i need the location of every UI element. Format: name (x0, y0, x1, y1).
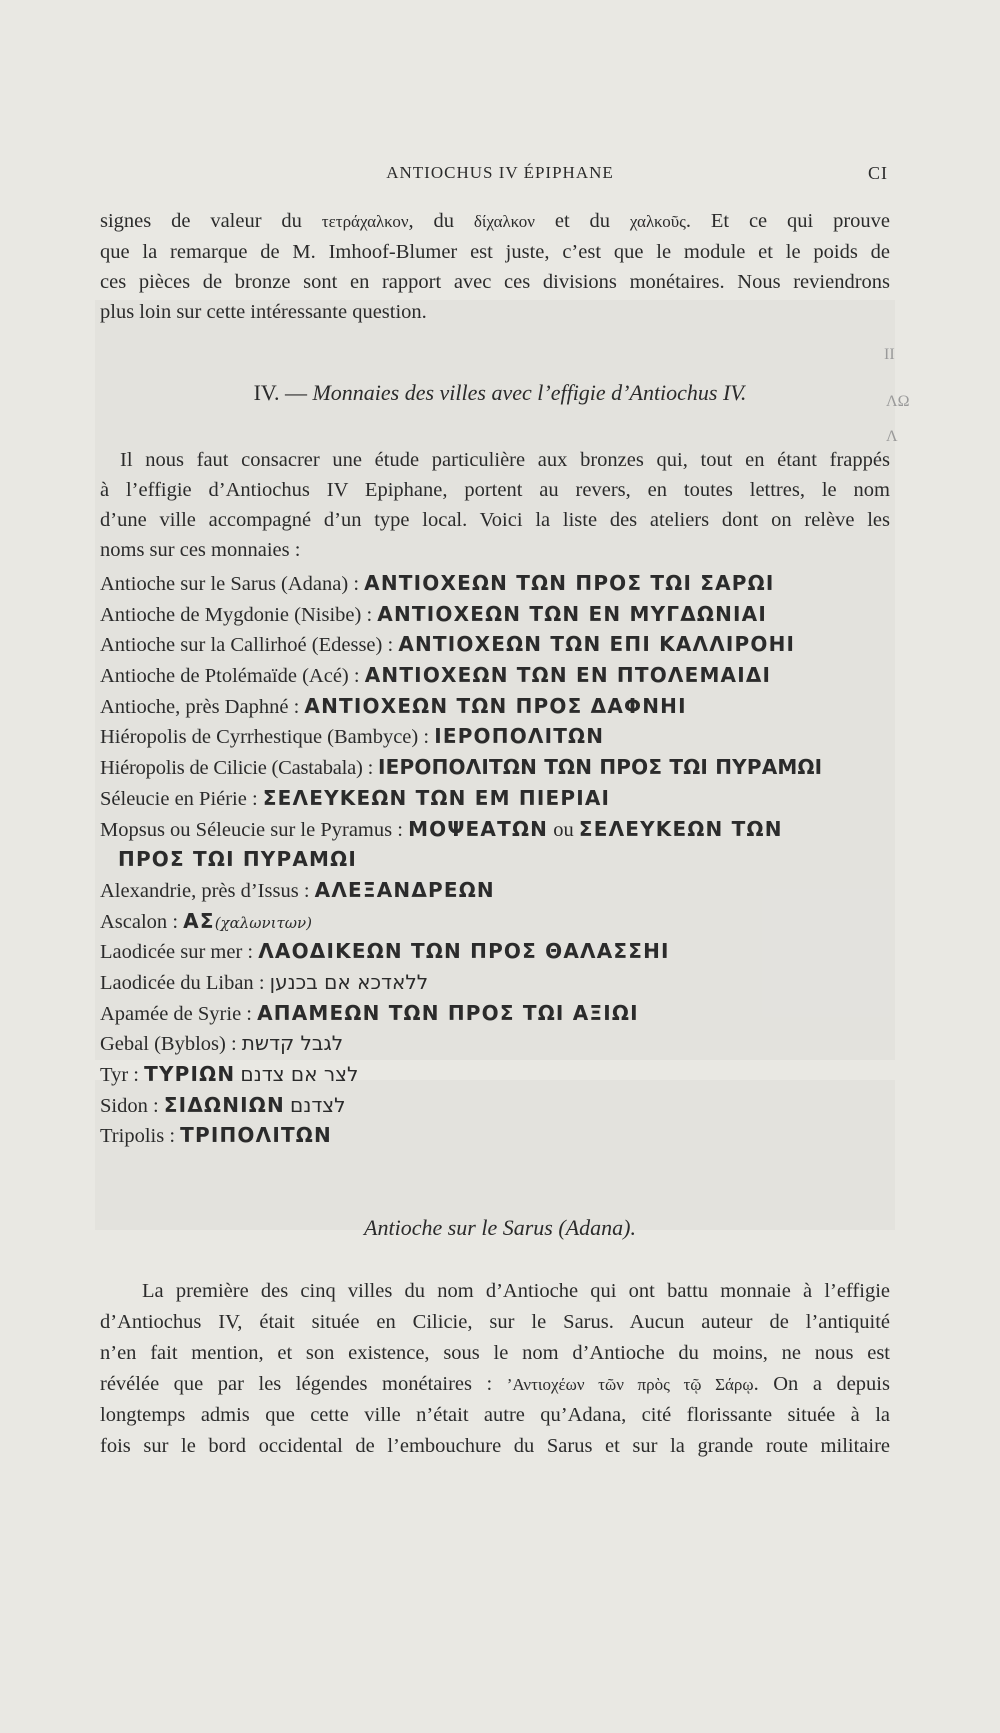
list-item (100, 1120, 900, 1151)
city-name: Tripolis (100, 1125, 165, 1148)
running-header (0, 163, 1000, 189)
greek-legend: ΠΡΟΣ ΤΩΙ ΠΥΡΑΜΩΙ (118, 847, 357, 872)
city-name: Alexandrie, près d’Issus (100, 879, 299, 902)
city-name: Antioche, près Daphné (100, 695, 289, 718)
greek-word: δίχαλκον (473, 212, 535, 231)
text-run: . On a depuis (753, 1373, 890, 1395)
separator: : (225, 1033, 242, 1056)
section-number: IV. (253, 380, 280, 405)
greek-legend: ΜΟΨΕΑΤΩΝ (408, 816, 549, 841)
text-run: . Et ce qui prouve (685, 210, 890, 232)
city-name: Antioche sur le Sarus (Adana) (100, 573, 349, 595)
intro-paragraph (100, 206, 890, 327)
section-dash: — (279, 380, 313, 405)
section-title: Monnaies des villes avec l’effigie d’Antiochus IV. (312, 380, 747, 405)
greek-legend: ΙΕΡΟΠΟΛΙΤΩΝ (434, 724, 605, 749)
header-title: ANTIOCHUS IV ÉPIPHANE (386, 163, 614, 182)
city-name: Laodicée sur mer (100, 941, 243, 964)
greek-legend: ΣΙΔΩΝΙΩΝ (163, 1092, 285, 1117)
city-name: Sidon (100, 1094, 148, 1117)
greek-legend: ΑΠΑΜΕΩΝ ΤΩΝ ΠΡΟΣ ΤΩΙ ΑΞΙΩΙ (257, 1000, 639, 1025)
city-name: Hiéropolis de Cilicie (Castabala) (100, 757, 363, 780)
city-name: Hiéropolis de Cyrrhestique (Bambyce) (100, 726, 419, 749)
list-item (100, 691, 900, 722)
margin-mark: Λ (886, 428, 898, 445)
greek-word: χαλκοῦς (629, 212, 686, 231)
separator: : (242, 941, 259, 964)
city-name: Ascalon (100, 910, 168, 933)
city-name: Séleucie en Piérie (100, 787, 247, 810)
separator: : (348, 573, 365, 595)
separator: : (418, 726, 435, 749)
hebrew-legend: לצדנם (290, 1092, 346, 1117)
list-item (100, 568, 900, 599)
separator: : (147, 1094, 164, 1117)
separator: : (382, 634, 399, 657)
separator: : (392, 818, 409, 841)
margin-mark: ΛΩ (886, 393, 910, 410)
adana-line-5: longtemps admis que cette ville n’était autre qu’Adana, cité florissante située à la (100, 1404, 890, 1426)
list-item (100, 752, 900, 783)
greek-legend: ΛΑΟΔΙΚΕΩΝ ΤΩΝ ΠΡΟΣ ΘΑΛΑΣΣΗΙ (258, 939, 670, 964)
greek-legend: ΙΕΡΟΠΟΛΙΤΩΝ ΤΩΝ ΠΡΟΣ ΤΩΙ ΠΥΡΑΜΩΙ (378, 755, 823, 780)
greek-legend: ΑΝΤΙΟΧΕΩΝ ΤΩΝ ΠΡΟΣ ΤΩΙ ΣΑΡΩΙ (364, 571, 775, 595)
list-item (100, 906, 900, 937)
subheading-text: ). (623, 1215, 636, 1240)
text-run: signes de valeur du (100, 210, 322, 232)
adana-line-1: La première des cinq villes du nom d’Antioche qui ont battu monnaie à l’effigie (142, 1280, 890, 1302)
list-item (100, 599, 900, 630)
city-name: Laodicée du Liban (100, 971, 254, 994)
margin-mark: II (884, 346, 895, 363)
separator: : (128, 1064, 145, 1086)
section-intro-paragraph (100, 445, 890, 565)
separator: : (164, 1125, 181, 1148)
text-run: , du (408, 210, 474, 232)
list-item (100, 1028, 900, 1059)
conjunction: ou (548, 818, 579, 841)
separator: : (246, 787, 263, 810)
greek-legend: ΑΝΤΙΟΧΕΩΝ ΤΩΝ ΕΝ ΠΤΟΛΕΜΑΙΔΙ (364, 663, 772, 688)
list-item (100, 967, 900, 998)
intro-line-3: ces pièces de bronze sont en rapport avec ces divisions monétaires. Nous reviendrons (100, 271, 890, 293)
section-intro-line-2: à l’effigie d’Antiochus IV Epiphane, portent au revers, en toutes lettres, le nom (100, 479, 890, 501)
greek-legend: ΤΡΙΠΟΛΙΤΩΝ (180, 1123, 332, 1148)
list-item (100, 660, 900, 691)
subheading-text: Antioche sur le Sarus ( (364, 1215, 566, 1240)
list-item (100, 936, 900, 967)
intro-line-1 (100, 206, 890, 237)
list-item (100, 1090, 900, 1121)
separator: : (362, 757, 379, 780)
text-run: révélée que par les légendes monétaires : (100, 1373, 507, 1395)
separator: : (241, 1002, 258, 1025)
city-name: Mopsus ou Séleucie sur le Pyramus (100, 818, 393, 841)
separator: : (298, 879, 315, 902)
intro-line-4: plus loin sur cette intéressante question. (100, 301, 427, 323)
subsection-heading (0, 1215, 1000, 1241)
adana-line-4 (100, 1369, 890, 1400)
separator: : (167, 910, 184, 933)
separator: : (288, 695, 305, 718)
greek-note: (χαλωνιτων) (214, 913, 312, 932)
greek-legend: ΑΣ (183, 908, 215, 933)
text-run: et du (535, 210, 630, 232)
section-intro-line-3: d’une ville accompagné d’un type local. Voici la liste des ateliers dont on relève les (100, 509, 890, 531)
list-item (100, 721, 900, 752)
list-item (100, 783, 900, 814)
adana-line-2: d’Antiochus IV, était située en Cilicie, sur le Sarus. Aucun auteur de l’antiquité (100, 1311, 890, 1333)
section-intro-line-4: noms sur ces monnaies : (100, 539, 301, 561)
city-name: Gebal (Byblos) (100, 1033, 226, 1056)
city-name: Antioche sur la Callirhoé (Edesse) (100, 634, 383, 657)
greek-legend: ΣΕΛΕΥΚΕΩΝ ΤΩΝ ΕΜ ΠΙΕΡΙΑΙ (262, 785, 611, 810)
hebrew-legend: לצר אם צדנם (240, 1062, 359, 1086)
greek-legend: ΑΛΕΞΑΝΔΡΕΩΝ (314, 877, 495, 902)
list-item (100, 998, 900, 1029)
list-item (100, 814, 900, 845)
intro-line-2: que la remarque de M. Imhoof-Blumer est juste, c’est que le module et le poids de (100, 241, 890, 263)
separator: : (253, 971, 270, 994)
hebrew-legend: לגבל קדשת (241, 1031, 344, 1056)
list-item-continuation (100, 844, 900, 875)
mint-list (100, 568, 900, 1151)
list-item (100, 1059, 900, 1090)
page-number: CI (868, 163, 888, 183)
separator: : (348, 665, 365, 688)
greek-legend: ΑΝΤΙΟΧΕΩΝ ΤΩΝ ΠΡΟΣ ΔΑΦΝΗΙ (304, 693, 687, 718)
greek-phrase: ’Αντιοχέων τῶν πρὸς τῷ Σάρῳ (506, 1375, 754, 1394)
adana-line-3: n’en fait mention, et son existence, sous le nom d’Antioche du moins, ne nous est (100, 1342, 890, 1364)
greek-legend: ΤΥΡΙΩΝ (144, 1062, 236, 1086)
list-item (100, 875, 900, 906)
section-intro-line-1: Il nous faut consacrer une étude particulière aux bronzes qui, tout en étant frappés (120, 449, 890, 471)
hebrew-legend: ללאדכא אם בכנען (269, 969, 429, 994)
city-name: Antioche de Ptolémaïde (Acé) (100, 665, 349, 688)
city-name: Antioche de Mygdonie (Nisibe) (100, 603, 362, 626)
greek-legend: ΣΕΛΕΥΚΕΩΝ ΤΩΝ (578, 816, 783, 841)
adana-line-6: fois sur le bord occidental de l’embouchure du Sarus et sur la grande route militaire (100, 1435, 890, 1457)
city-name: Apamée de Syrie (100, 1002, 242, 1025)
adana-paragraph (100, 1276, 890, 1462)
city-name: Tyr (100, 1064, 129, 1086)
subheading-text: Adana (565, 1215, 624, 1240)
separator: : (361, 603, 378, 626)
section-heading (0, 380, 1000, 406)
greek-legend: ΑΝΤΙΟΧΕΩΝ ΤΩΝ ΕΠΙ ΚΑΛΛΙΡΟΗΙ (398, 632, 796, 657)
greek-word: τετράχαλκον (321, 212, 409, 231)
list-item (100, 629, 900, 660)
greek-legend: ΑΝΤΙΟΧΕΩΝ ΤΩΝ ΕΝ ΜΥΓΔΩΝΙΑΙ (377, 601, 767, 626)
